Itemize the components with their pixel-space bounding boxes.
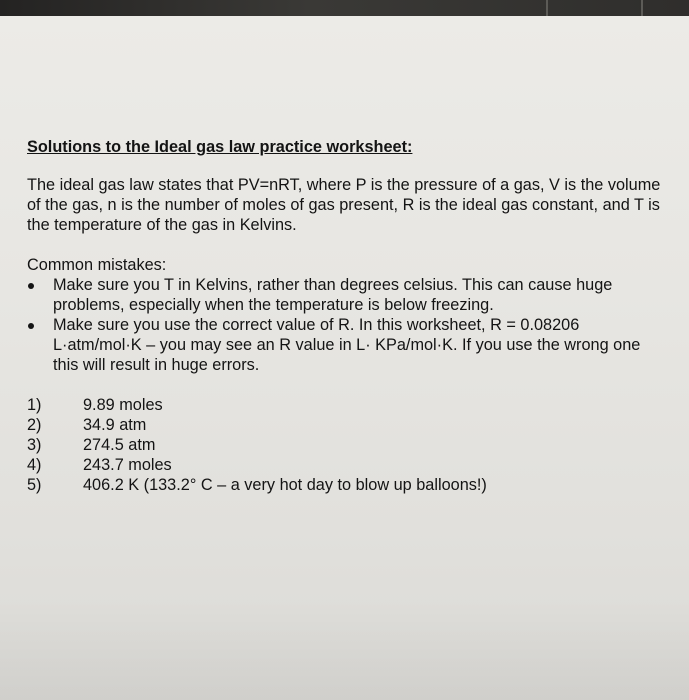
answer-text: 9.89 moles (83, 396, 163, 414)
answer-row (27, 435, 667, 455)
answer-row (27, 395, 667, 415)
answer-number: 4) (27, 456, 42, 474)
answer-text: 34.9 atm (83, 416, 147, 434)
answer-text: 274.5 atm (83, 436, 156, 454)
list-item (27, 315, 667, 375)
answer-row (27, 455, 667, 475)
worksheet-title: Solutions to the Ideal gas law practice worksheet: (27, 138, 413, 156)
mistake-text: Make sure you use the correct value of R. In this worksheet, R = 0.08206 L·atm/mol·K – you may see an R value in L· KPa/mol·K. If you use the wrong one this will result in huge errors. (53, 316, 641, 374)
list-item (27, 275, 667, 315)
answer-number: 5) (27, 476, 42, 494)
paper-shadow (0, 600, 689, 700)
answer-number: 2) (27, 416, 42, 434)
mistake-text: Make sure you T in Kelvins, rather than degrees celsius. This can cause huge problems, especially when the temperature is below freezing. (53, 276, 613, 314)
mistakes-heading: Common mistakes: (27, 256, 167, 274)
answer-text: 406.2 K (133.2° C – a very hot day to blow up balloons!) (83, 476, 487, 494)
answer-text: 243.7 moles (83, 456, 172, 474)
intro-paragraph: The ideal gas law states that PV=nRT, where P is the pressure of a gas, V is the volume of the gas, n is the number of moles of gas present, R is the ideal gas constant, and T is the temperature of the gas in Kelvins. (27, 176, 661, 234)
answers-list (27, 395, 667, 495)
worksheet-content (27, 137, 667, 495)
answer-row (27, 415, 667, 435)
answer-number: 3) (27, 436, 42, 454)
mistakes-list (27, 275, 667, 375)
answer-row (27, 475, 667, 495)
bullet-icon (28, 283, 34, 289)
answer-number: 1) (27, 396, 42, 414)
bullet-icon (28, 323, 34, 329)
